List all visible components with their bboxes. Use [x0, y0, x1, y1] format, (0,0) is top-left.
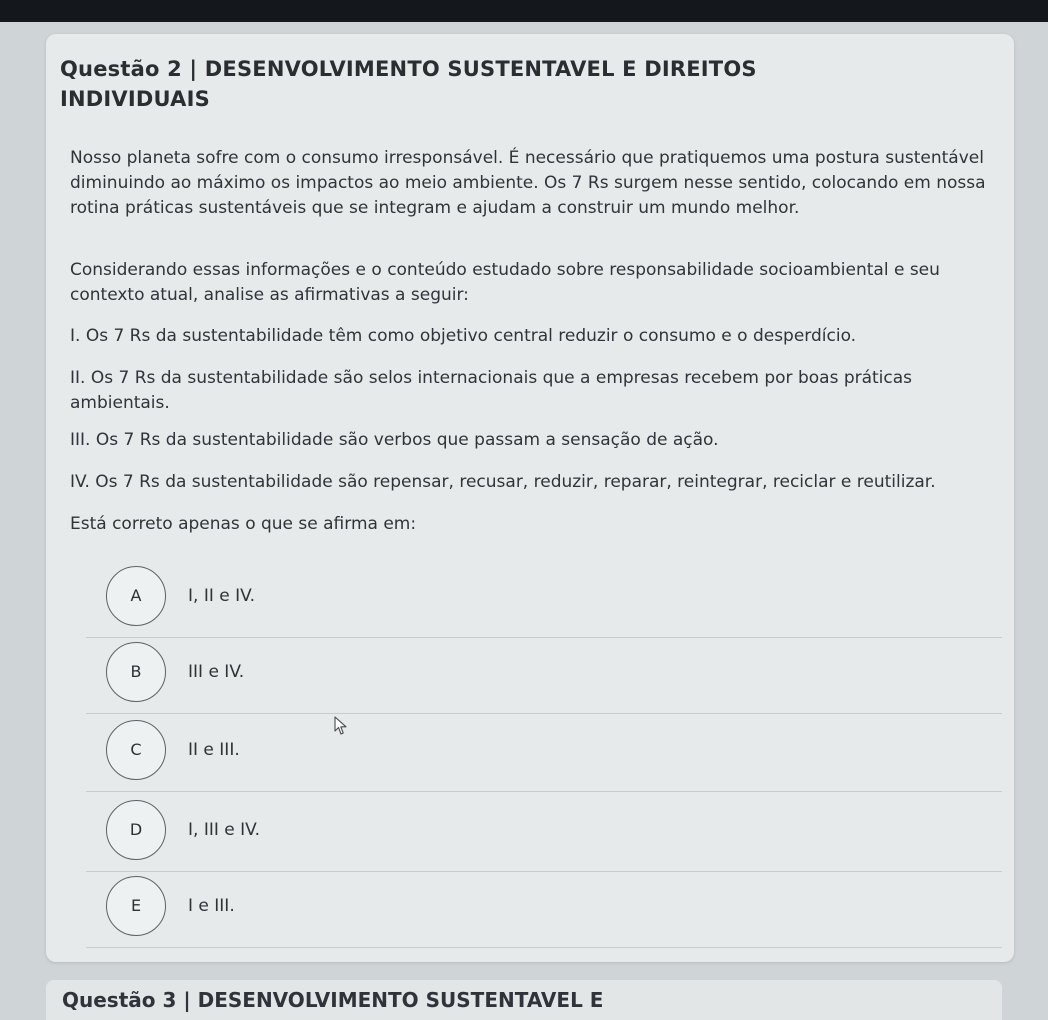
statement-3: III. Os 7 Rs da sustentabilidade são verbos que passam a sensação de ação.	[70, 430, 719, 450]
option-divider	[86, 791, 1002, 792]
question-instructions-text: Considerando essas informações e o conteúdo estudado sobre responsabilidade socioambiental e seu contexto atual, analise as afirmativas a seguir:	[70, 260, 940, 305]
statement-1: I. Os 7 Rs da sustentabilidade têm como objetivo central reduzir o consumo e o desperdício.	[70, 326, 857, 346]
question-intro-text: Nosso planeta sofre com o consumo irresponsável. É necessário que pratiquemos uma postura sustentável diminuindo ao máximo os impactos ao meio ambiente. Os 7 Rs surgem nesse sentido, colocando em nossa rotina práticas sustentáveis que se integram e ajudam a construir um mundo melhor.	[70, 148, 986, 218]
answer-option-b[interactable]	[86, 636, 1006, 708]
option-c-letter[interactable]: C	[106, 720, 166, 780]
answer-option-a[interactable]	[86, 560, 1006, 632]
question-card	[46, 34, 1014, 962]
option-b-letter[interactable]: B	[106, 642, 166, 702]
option-d-text: I, III e IV.	[188, 820, 260, 840]
option-d-letter[interactable]: D	[106, 800, 166, 860]
answer-option-e[interactable]	[86, 870, 1006, 942]
statement-2: II. Os 7 Rs da sustentabilidade são selos internacionais que a empresas recebem por boas práticas ambientais.	[70, 368, 913, 413]
option-c-text: II e III.	[188, 740, 240, 760]
next-question-title: Questão 3 | DESENVOLVIMENTO SUSTENTAVEL E	[62, 988, 604, 1012]
next-question-card	[46, 980, 1002, 1020]
answer-option-d[interactable]	[86, 794, 1006, 866]
option-divider	[86, 947, 1002, 948]
question-prompt: Está correto apenas o que se afirma em:	[70, 514, 417, 534]
statement-4: IV. Os 7 Rs da sustentabilidade são repensar, recusar, reduzir, reparar, reintegrar, reciclar e reutilizar.	[70, 472, 936, 492]
option-b-text: III e IV.	[188, 662, 245, 682]
option-e-text: I e III.	[188, 896, 235, 916]
screen-top-bezel	[0, 0, 1048, 22]
mouse-pointer-icon	[334, 716, 348, 736]
question-title: Questão 2 | DESENVOLVIMENTO SUSTENTAVEL E DIREITOS INDIVIDUAIS	[60, 57, 757, 111]
option-e-letter[interactable]: E	[106, 876, 166, 936]
option-a-letter[interactable]: A	[106, 566, 166, 626]
option-a-text: I, II e IV.	[188, 586, 255, 606]
answer-option-c[interactable]	[86, 714, 1006, 786]
